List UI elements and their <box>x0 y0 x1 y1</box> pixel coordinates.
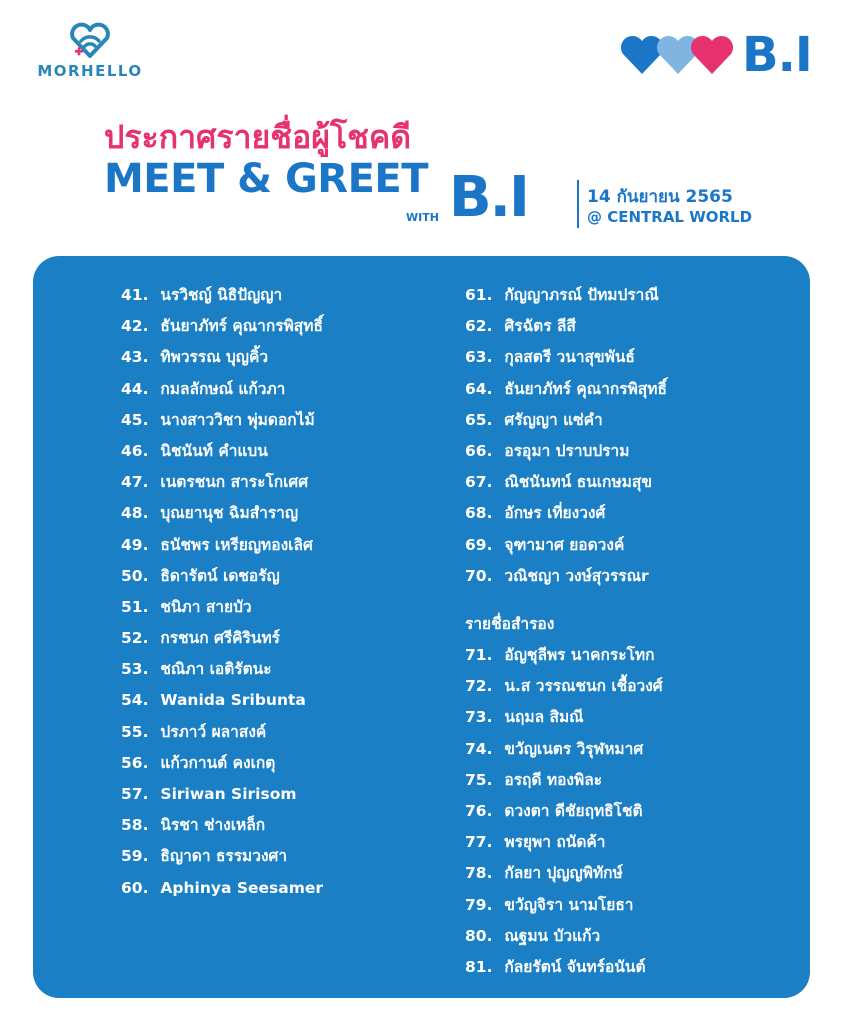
list-item <box>465 502 667 533</box>
list-item-name: ศรัญญา แซ่คำ <box>504 410 603 429</box>
list-item <box>465 644 667 675</box>
bi-logo <box>620 27 812 83</box>
list-item-number: 42. <box>121 317 149 336</box>
list-item <box>465 675 667 706</box>
list-item <box>121 440 323 471</box>
list-item <box>465 706 667 737</box>
list-item <box>465 284 667 315</box>
page-title-thai: ประกาศรายชื่อผู้โชคดี <box>104 118 412 156</box>
morhello-logo <box>28 22 152 80</box>
artist-name: B.I <box>449 165 528 230</box>
with-label: WITH <box>406 211 439 224</box>
list-item <box>465 409 667 440</box>
list-item-number: 56. <box>121 753 149 772</box>
list-item-name: ณฐมน บัวแก้ว <box>504 926 601 945</box>
list-item <box>121 814 323 845</box>
list-item-number: 81. <box>465 957 493 976</box>
list-item-name: ธันยาภัทร์ คุณากรพิสุทธิ์ <box>504 379 667 398</box>
list-item <box>121 409 323 440</box>
list-item-name: อรอุมา ปราบปราม <box>504 441 630 460</box>
event-date: 14 กันยายน 2565 <box>587 187 733 207</box>
list-item <box>465 315 667 346</box>
list-item-name: นรวิชญ์ นิธิปัญญา <box>160 286 283 304</box>
list-item-name: น.ส วรรณชนก เชื้อวงศ์ <box>504 677 663 696</box>
list-item <box>465 956 667 987</box>
list-item-number: 77. <box>465 833 493 852</box>
list-item-number: 64. <box>465 379 493 398</box>
list-item-name: วณิชญา วงษ์สุวรรณr <box>504 566 649 585</box>
list-item <box>465 471 667 502</box>
list-item <box>121 471 323 502</box>
list-item-number: 47. <box>121 473 149 492</box>
list-item-number: 75. <box>465 770 493 789</box>
list-item <box>121 502 323 533</box>
three-hearts-logo-icon <box>620 32 736 78</box>
list-item <box>121 378 323 409</box>
list-item-name: ณิชนันทน์ ธนเกษมสุข <box>504 473 652 492</box>
list-item <box>121 689 323 720</box>
bi-logo-text: B.I <box>742 27 812 83</box>
list-item-name: จุฑามาศ ยอดวงค์ <box>504 535 625 554</box>
list-item-number: 74. <box>465 739 493 758</box>
list-item-number: 63. <box>465 348 493 367</box>
list-item-number: 48. <box>121 504 149 523</box>
list-item-number: 41. <box>121 286 149 304</box>
list-item-number: 72. <box>465 677 493 696</box>
list-item-name: ธิดารัตน์ เดชอรัญ <box>160 566 280 585</box>
list-item-number: 58. <box>121 816 149 835</box>
list-item-number: 45. <box>121 410 149 429</box>
list-item-name: อรฤดี ทองพิละ <box>504 770 603 789</box>
list-item-name: ทิพวรรณ บุญคิ้ว <box>160 348 269 367</box>
list-item-name: พรยุพา ถนัดค้า <box>504 833 606 852</box>
event-divider <box>577 180 579 228</box>
list-item-number: 53. <box>121 660 149 679</box>
list-item-number: 51. <box>121 597 149 616</box>
list-item <box>121 284 323 315</box>
list-item-name: Siriwan Sirisom <box>160 785 297 803</box>
list-item-name: ธิญาดา ธรรมวงศา <box>160 847 288 866</box>
list-item-number: 66. <box>465 441 493 460</box>
list-item-name: กัลยา ปุญญพิทักษ์ <box>504 864 623 883</box>
list-item-name: กมลลักษณ์ แก้วภา <box>160 379 286 398</box>
list-item-name: แก้วกานต์ คงเกตุ <box>160 753 276 772</box>
list-item-name: Wanida Sribunta <box>160 691 306 710</box>
list-item <box>465 862 667 893</box>
list-item-number: 79. <box>465 895 493 914</box>
list-item <box>121 752 323 783</box>
list-item-number: 69. <box>465 535 493 554</box>
list-item-number: 50. <box>121 566 149 585</box>
list-item <box>121 721 323 752</box>
list-item <box>121 845 323 876</box>
list-item-name: อักษร เที่ยงวงศ์ <box>504 504 606 523</box>
list-item-name: ธันยาภัทร์ คุณากรพิสุทธิ์ <box>160 317 323 336</box>
list-item <box>465 800 667 831</box>
list-item-name: ขวัญจิรา นามโยธา <box>504 895 634 914</box>
list-item-name: เนตรชนก สาระโกเศศ <box>160 473 309 492</box>
list-item <box>121 346 323 377</box>
list-item <box>465 925 667 956</box>
list-item-number: 61. <box>465 286 493 304</box>
reserve-list-title: รายชื่อสำรอง <box>465 614 555 633</box>
list-item-name: กัลยรัตน์ จันทร์อนันต์ <box>504 957 646 976</box>
list-item <box>465 565 667 596</box>
list-item <box>121 315 323 346</box>
list-item <box>465 894 667 925</box>
list-item-name: กุลสตรี วนาสุขพันธ์ <box>504 348 635 367</box>
list-item-number: 80. <box>465 926 493 945</box>
page-title-english: MEET & GREET <box>104 156 429 202</box>
list-item-number: 67. <box>465 473 493 492</box>
list-item-name: อัญชุลีพร นาคกระโทก <box>504 646 655 665</box>
list-item <box>121 627 323 658</box>
list-item <box>465 440 667 471</box>
list-item-number: 57. <box>121 785 149 803</box>
list-item-number: 65. <box>465 410 493 429</box>
winners-list-right <box>465 284 667 987</box>
list-item <box>465 346 667 377</box>
list-item-number: 49. <box>121 535 149 554</box>
list-item-number: 43. <box>121 348 149 367</box>
list-item-number: 46. <box>121 441 149 460</box>
list-item-name: กัญญาภรณ์ ปัทมปราณี <box>504 286 659 304</box>
list-item-number: 78. <box>465 864 493 883</box>
list-item-number: 54. <box>121 691 149 710</box>
list-item <box>121 565 323 596</box>
brand-name: MORHELLO <box>37 62 143 80</box>
list-item-name: ปรภาว์ ผลาสงค์ <box>160 722 267 741</box>
list-item-number: 52. <box>121 629 149 648</box>
list-item-number: 59. <box>121 847 149 866</box>
list-item-number: 68. <box>465 504 493 523</box>
event-venue: @ CENTRAL WORLD <box>587 208 753 226</box>
list-item-name: นิรชา ช่างเหล็ก <box>160 816 266 835</box>
list-item-number: 76. <box>465 802 493 820</box>
list-item-name: นฤมล สิมณี <box>504 708 584 727</box>
winners-panel <box>33 256 810 998</box>
winners-list-left <box>121 284 323 908</box>
list-item-number: 44. <box>121 379 149 398</box>
list-item-number: 60. <box>121 878 149 897</box>
list-item-name: บุณยานุช ฉิมสำราญ <box>160 504 299 523</box>
list-item <box>121 658 323 689</box>
list-item <box>465 378 667 409</box>
list-item-number: 73. <box>465 708 493 727</box>
list-item-name: ขวัญเนตร วิรุฬหมาศ <box>504 739 644 758</box>
list-item <box>121 534 323 565</box>
list-item-name: ศิรฉัตร ลีสี <box>504 317 576 336</box>
list-item-name: กรชนก ศรีคิรินทร์ <box>160 629 281 648</box>
list-item <box>465 769 667 800</box>
list-item <box>465 534 667 565</box>
list-item-name: นิชนันท์ คำแบน <box>160 441 268 460</box>
list-item-name: ชณิภา เอติรัตนะ <box>160 660 272 679</box>
list-item-number: 62. <box>465 317 493 336</box>
list-item-name: ชนิภา สายบัว <box>160 597 252 616</box>
list-item <box>121 783 323 814</box>
list-item-name: Aphinya Seesamer <box>160 878 324 897</box>
heart-wifi-logo-icon <box>67 22 113 60</box>
list-item <box>121 596 323 627</box>
list-item-number: 71. <box>465 646 493 665</box>
list-item-name: ธนัชพร เหรียญทองเลิศ <box>160 535 313 554</box>
list-item <box>465 831 667 862</box>
list-item-name: นางสาววิชา พุ่มดอกไม้ <box>160 410 315 429</box>
list-item-name: ดวงตา ดีชัยฤทธิโชติ <box>504 802 643 820</box>
list-item <box>121 877 323 908</box>
list-item-number: 55. <box>121 722 149 741</box>
list-item-number: 70. <box>465 566 493 585</box>
list-item <box>465 738 667 769</box>
